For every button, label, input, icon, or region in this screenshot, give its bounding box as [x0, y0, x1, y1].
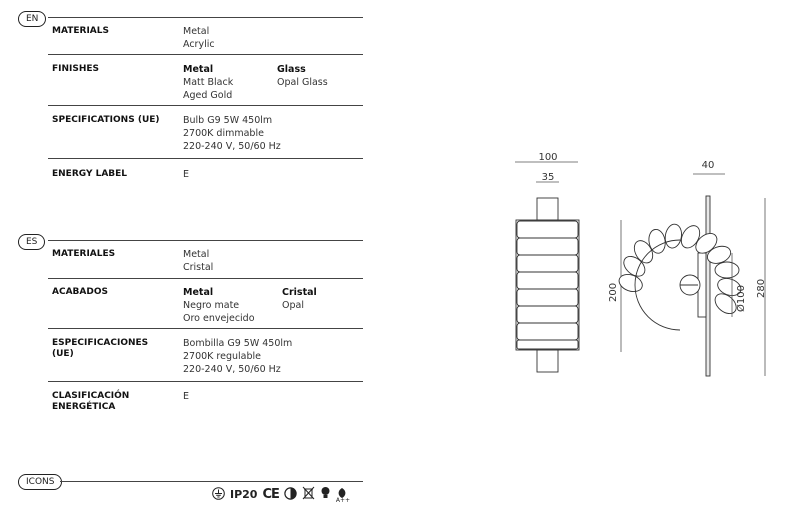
- acabados-metal: [183, 287, 255, 325]
- spec-item: 220-240 V, 50/60 Hz: [183, 363, 281, 375]
- front-segment: [517, 238, 578, 255]
- dimmable-icon: [284, 487, 297, 503]
- finishes-label: FINISHES: [52, 64, 100, 74]
- spec-item: Bombilla G9 5W 450lm: [183, 338, 293, 349]
- height-dim: 200: [608, 282, 619, 302]
- energy-value: E: [183, 169, 190, 180]
- clasificacion-value: E: [183, 391, 190, 402]
- finishes-metal: [183, 64, 233, 102]
- ip20-rating: IP20: [230, 487, 258, 501]
- side-view: [617, 196, 744, 376]
- row-divider: [48, 381, 363, 382]
- label-line: ESPECIFICACIONES: [52, 338, 149, 348]
- spec-item: 2700K regulable: [183, 350, 261, 362]
- front-segment: [517, 255, 578, 272]
- label-line: CLASIFICACIÓN: [52, 391, 130, 401]
- front-segment: [517, 221, 578, 238]
- spec-item: 2700K dimmable: [183, 127, 264, 139]
- acabados-label: ACABADOS: [52, 287, 108, 297]
- certification-icons: [212, 486, 351, 504]
- section-divider: [48, 240, 363, 241]
- section-divider: [60, 481, 363, 482]
- label-line: ENERGÉTICA: [52, 402, 116, 412]
- weee-bin-icon: [302, 486, 315, 503]
- front-base-dim: 35: [541, 172, 555, 183]
- energy-label: ENERGY LABEL: [52, 169, 128, 179]
- finish-item: Matt Black: [183, 76, 234, 88]
- spec-item: 220-240 V, 50/60 Hz: [183, 140, 281, 152]
- specifications-label: SPECIFICATIONS (UE): [52, 115, 160, 125]
- clasificacion-label: [52, 391, 177, 413]
- energy-class-icon: [335, 487, 351, 504]
- finish-item: Oro envejecido: [183, 312, 255, 324]
- front-segment: [517, 272, 578, 289]
- diameter-dim: Ø100: [736, 285, 747, 312]
- shell-fan: [617, 222, 744, 317]
- row-divider: [48, 328, 363, 329]
- materiales-values: [183, 249, 213, 275]
- earth-ground-icon: [212, 487, 225, 503]
- ce-mark-icon: CE: [262, 486, 279, 502]
- depth-dim: 40: [701, 160, 715, 171]
- finish-item: Aged Gold: [183, 89, 233, 101]
- finish-item: Opal: [282, 299, 304, 311]
- materiales-label: MATERIALES: [52, 249, 116, 259]
- finish-group-heading: Metal: [183, 287, 214, 298]
- material-item: Cristal: [183, 261, 214, 273]
- front-view: [516, 198, 579, 372]
- front-top-stem: [537, 198, 558, 220]
- material-item: Acrylic: [183, 38, 215, 50]
- row-divider: [48, 54, 363, 55]
- especificaciones-values: [183, 338, 292, 376]
- front-segment: [517, 289, 578, 306]
- finish-item: Negro mate: [183, 299, 240, 311]
- wall-plate: [706, 196, 710, 376]
- row-divider: [48, 105, 363, 106]
- materials-values: [183, 26, 215, 52]
- finish-group-heading: Cristal: [282, 287, 317, 298]
- finish-item: Opal Glass: [277, 76, 328, 88]
- material-item: Metal: [183, 26, 210, 37]
- icons-badge: ICONS: [18, 474, 62, 490]
- row-divider: [48, 278, 363, 279]
- front-segment: [517, 323, 578, 340]
- front-width-dim: 100: [538, 152, 558, 163]
- finishes-glass: [277, 64, 328, 90]
- label-line: (UE): [52, 349, 74, 359]
- acabados-cristal: [282, 287, 317, 313]
- finish-group-heading: Metal: [183, 64, 214, 75]
- material-item: Metal: [183, 249, 210, 260]
- front-segment: [517, 306, 578, 323]
- language-badge-en: EN: [18, 11, 46, 27]
- materials-label: MATERIALS: [52, 26, 109, 36]
- plate-height-dim: 280: [756, 278, 767, 298]
- front-segment: [517, 340, 578, 349]
- spec-item: Bulb G9 5W 450lm: [183, 115, 273, 126]
- bulb-icon: [320, 486, 331, 503]
- finish-group-heading: Glass: [277, 64, 306, 75]
- specifications-values: [183, 115, 281, 153]
- technical-drawing: [500, 140, 790, 390]
- row-divider: [48, 158, 363, 159]
- especificaciones-label: [52, 338, 177, 360]
- energy-class-label: A++: [335, 497, 351, 504]
- language-badge-es: ES: [18, 234, 45, 250]
- front-bottom-stem: [537, 350, 558, 372]
- section-divider: [48, 17, 363, 18]
